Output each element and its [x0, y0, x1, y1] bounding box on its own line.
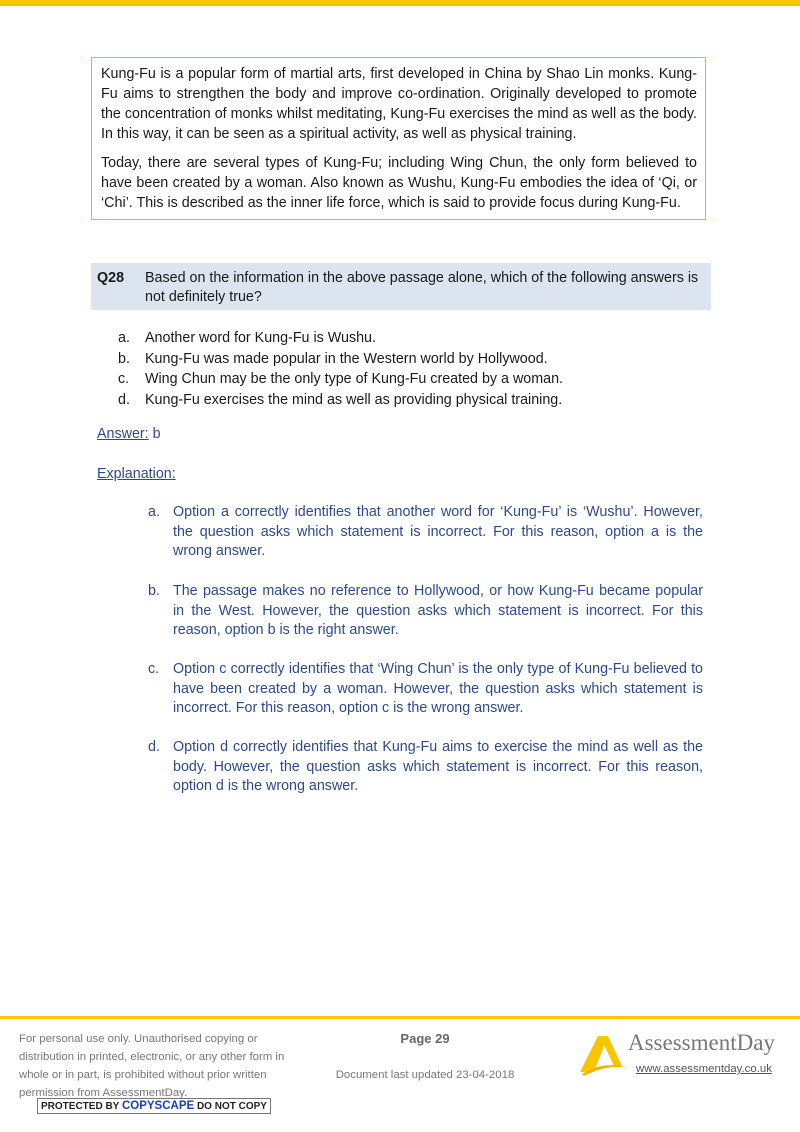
answer-value: b	[148, 426, 161, 442]
question-banner	[91, 263, 711, 310]
passage-paragraph: Kung-Fu is a popular form of martial arts, first developed in China by Shao Lin monks. Kung-Fu aims to strengthen the body and improve co-ordination. Originally developed to promote the concentration of monks whilst meditating, Kung-Fu exercises the mind as well as the body. In this way, it can be seen as a spiritual activity, as well as physical training.	[101, 66, 697, 142]
explanation-text: Option c correctly identifies that ‘Wing Chun’ is the only type of Kung-Fu believed to have been created by a woman. However, the question asks which statement is incorrect. For this reason, option c is the wrong answer.	[173, 661, 703, 717]
page-number: Page 29	[400, 1031, 450, 1046]
assessmentday-logo-icon	[578, 1030, 630, 1076]
explanation-letter: d.	[148, 739, 160, 755]
explanation-letter: c.	[148, 661, 160, 677]
explanation-text: Option d correctly identifies that Kung-Fu aims to exercise the mind as well as the body. However, the question asks which statement is incorrect. For this reason, option d is the wrong answer.	[173, 739, 703, 795]
option-letter: a.	[118, 330, 130, 346]
explanation-text: Option a correctly identifies that another word for ‘Kung-Fu’ is ‘Wushu’. However, the question asks which statement is incorrect. For this reason, option a is the wrong answer.	[173, 504, 703, 560]
logo-wordmark: AssessmentDay	[628, 1030, 775, 1055]
copyscape-suffix: DO NOT COPY	[194, 1101, 267, 1112]
explanation-item	[148, 503, 703, 562]
explanation-item	[148, 582, 703, 641]
copyscape-badge[interactable]	[37, 1098, 271, 1114]
option-letter: d.	[118, 391, 130, 408]
explanation-heading: Explanation:	[97, 466, 176, 482]
passage-paragraph: Today, there are several types of Kung-Fu; including Wing Chun, the only form believed to have been created by a woman. Also known as Wushu, Kung-Fu embodies the idea of ‘Qi, or ‘Chi’. This is described as the inner life force, which is said to provide focus during Kung-Fu.	[101, 155, 697, 211]
footer-accent-bar	[0, 1016, 800, 1019]
answer-line	[97, 426, 161, 442]
explanation-text: The passage makes no reference to Hollywood, or how Kung-Fu became popular in the West. However, the question asks which statement is incorrect. For this reason, option b is the right answer.	[173, 583, 703, 639]
website-link[interactable]: www.assessmentday.co.uk	[636, 1063, 772, 1075]
top-accent-bar	[0, 0, 800, 6]
question-text: Based on the information in the above passage alone, which of the following answers is not definitely true?	[145, 270, 699, 305]
option-text: Kung-Fu exercises the mind as well as providing physical training.	[145, 391, 563, 408]
explanation-letter: b.	[148, 583, 160, 599]
explanation-item	[148, 660, 703, 719]
option-letter: c.	[118, 371, 130, 387]
question-number: Q28	[97, 270, 125, 286]
option-text: Kung-Fu was made popular in the Western world by Hollywood.	[145, 350, 548, 367]
copyscape-prefix: PROTECTED BY	[41, 1101, 122, 1112]
copyscape-brand: COPYSCAPE	[121, 1100, 195, 1112]
option-text: Wing Chun may be the only type of Kung-Fu created by a woman.	[145, 371, 564, 387]
option-text: Another word for Kung-Fu is Wushu.	[145, 330, 376, 346]
explanation-item	[148, 738, 703, 797]
last-updated: Document last updated 23-04-2018	[335, 1069, 515, 1081]
copyright-disclaimer: For personal use only. Unauthorised copying or distribution in printed, electronic, or any other form in whole or in part, is prohibited without prior written permission from AssessmentDay.	[19, 1033, 285, 1099]
answer-label: Answer:	[97, 426, 149, 442]
passage-box	[91, 57, 706, 220]
option-letter: b.	[118, 350, 130, 367]
explanation-letter: a.	[148, 504, 160, 520]
